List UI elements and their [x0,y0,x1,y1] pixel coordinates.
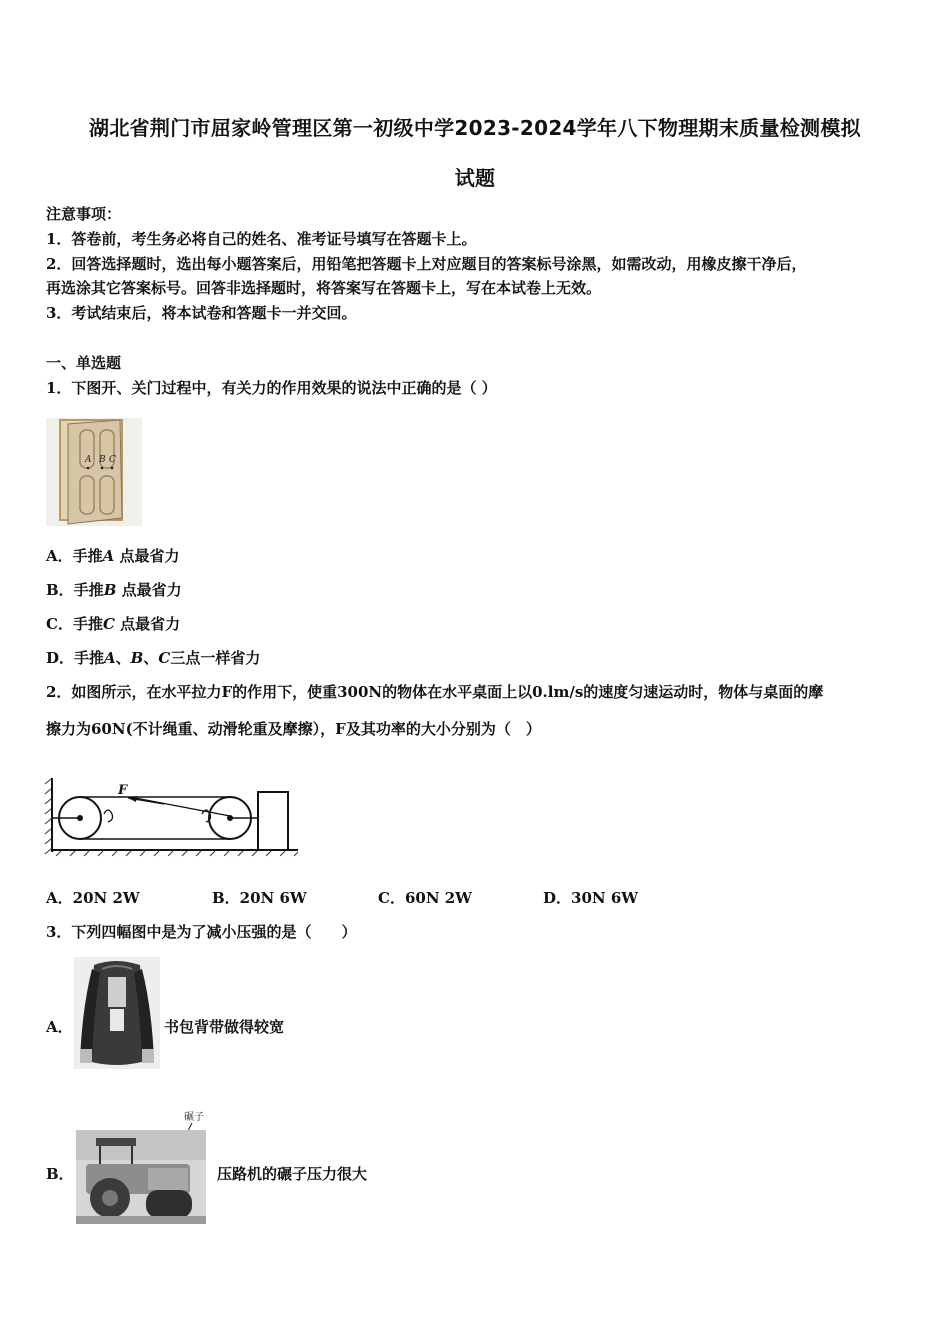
q1-option-b-pre: B．手推 [46,581,104,599]
q1-option-a[interactable] [46,545,180,566]
notice-item-2a: 2．回答选择题时，选出每小题答案后，用铅笔把答题卡上对应题目的答案标号涂黑，如需改动，用橡皮擦干净后， [46,255,807,273]
question-2-stem-b: 擦力为60N(不计绳重、动滑轮重及摩擦），F及其功率的大小分别为（ ） [46,720,541,738]
question-2-stem-a: 2．如图所示，在水平拉力F的作用下，使重300N的物体在水平桌面上以0.lm/s的速度匀速运动时，物体与桌面的摩 [46,683,824,701]
q1-option-c[interactable] [46,613,180,634]
q2-option-b[interactable]: B．20N 6W [212,889,307,907]
q1-option-d-var3: C [158,649,171,667]
q1-option-b-var: B [103,581,117,599]
q1-option-d-pre: D．手推 [46,649,105,667]
notice-item-1: 1．答卷前，考生务必将自己的姓名、准考证号填写在答题卡上。 [46,230,477,248]
q3-option-b-text: 压路机的碾子压力很大 [217,1165,368,1183]
q3-option-a-label[interactable]: A． [46,1018,73,1036]
door-label-c: C [109,455,116,465]
q3-option-b-label[interactable]: B． [46,1165,74,1183]
pulley-figure [44,774,300,860]
door-figure [46,418,142,526]
q1-option-d-var2: B [130,649,144,667]
q1-option-d-post: 三点一样省力 [170,649,261,667]
q2-option-c[interactable]: C．60N 2W [378,889,473,907]
document-title: 湖北省荆门市屈家岭管理区第一初级中学2023-2024学年八下物理期末质量检测模拟 [89,116,861,140]
q1-option-c-var: C [102,615,115,633]
pulley-force-label: F [118,783,128,798]
backpack-image [74,957,160,1069]
q1-option-d[interactable] [46,647,260,668]
q1-option-d-sep2: 、 [143,649,159,667]
q3-option-a-text: 书包背带做得较宽 [164,1018,285,1036]
document-title-line2: 试题 [454,166,496,190]
q1-option-c-pre: C．手推 [46,615,103,633]
door-label-a: A [85,455,92,465]
q1-option-a-var: A [102,547,115,565]
q1-option-d-sep1: 、 [115,649,131,667]
road-roller-label: 碾子 [184,1112,204,1123]
door-label-b: B [99,455,106,465]
notice-item-3: 3．考试结束后，将本试卷和答题卡一并交回。 [46,304,357,322]
q2-option-a[interactable]: A．20N 2W [46,889,140,907]
q1-option-b[interactable] [46,579,182,600]
q1-option-a-post: 点最省力 [119,547,180,565]
q1-option-c-post: 点最省力 [120,615,181,633]
question-1-stem: 1．下图开、关门过程中，有关力的作用效果的说法中正确的是（ ） [46,379,497,397]
q1-option-b-post: 点最省力 [121,581,182,599]
road-roller-image [74,1110,210,1226]
q1-option-a-pre: A．手推 [46,547,103,565]
section-heading: 一、单选题 [46,354,122,372]
notice-item-2b: 再选涂其它答案标号。回答非选择题时，将答案写在答题卡上，写在本试卷上无效。 [46,279,602,297]
q2-option-d[interactable]: D．30N 6W [543,889,639,907]
question-3-stem: 3．下列四幅图中是为了减小压强的是（ ） [46,923,357,941]
notice-heading: 注意事项： [46,205,122,223]
q1-option-d-var1: A [104,649,116,667]
